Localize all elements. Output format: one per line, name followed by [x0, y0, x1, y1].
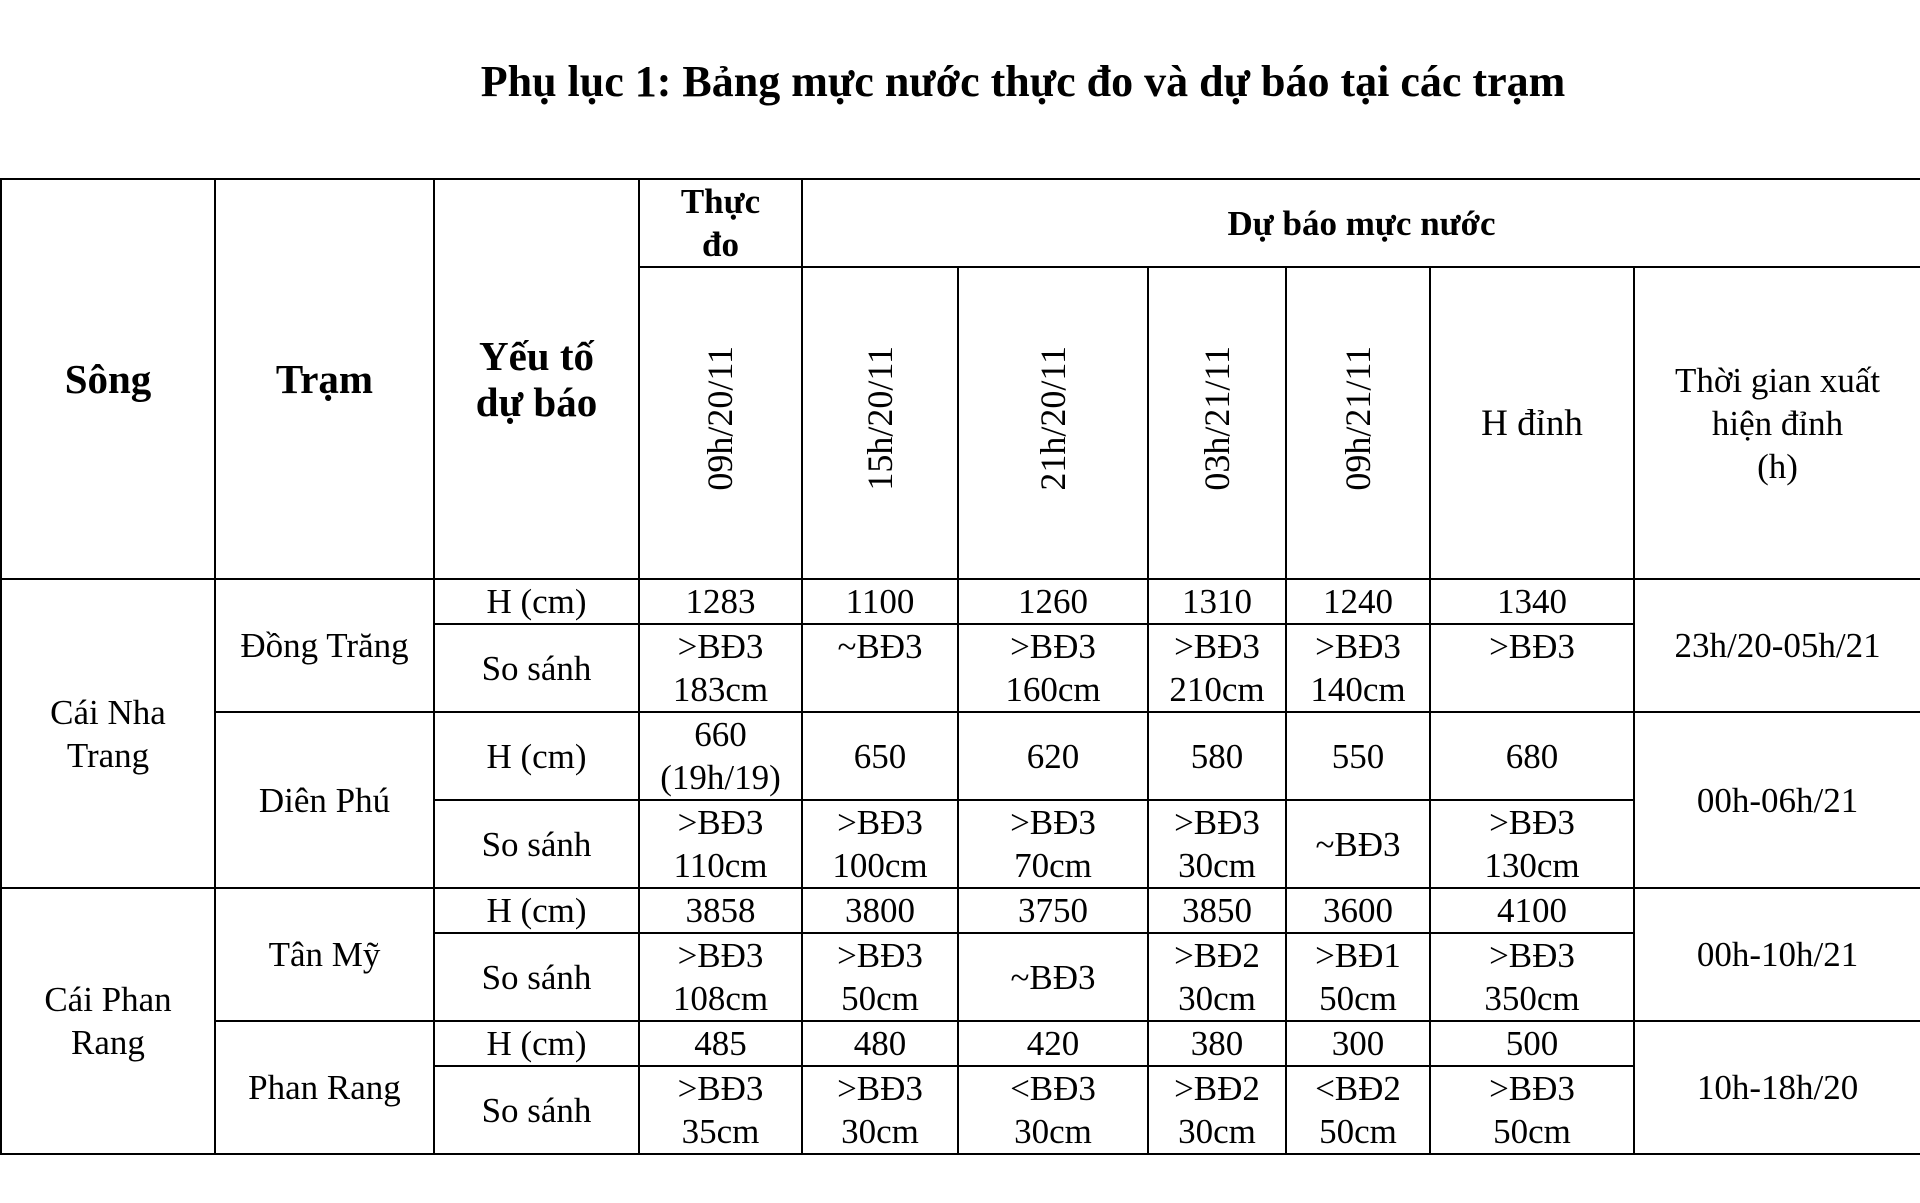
- table-row: [1, 712, 1920, 800]
- h-cell: 1310: [1148, 579, 1286, 624]
- compare-cell: >BĐ3 100cm: [802, 800, 958, 888]
- peak-time-cell: 10h-18h/20: [1634, 1021, 1920, 1154]
- h-cell: 1100: [802, 579, 958, 624]
- col-header-peak: H đỉnh: [1430, 267, 1634, 579]
- factor-label: So sánh: [434, 800, 639, 888]
- col-header-factor: Yếu tố dự báo: [434, 179, 639, 579]
- h-cell: 580: [1148, 712, 1286, 800]
- col-header-time-1: 09h/20/11: [639, 267, 802, 579]
- compare-cell: ~BĐ3: [958, 933, 1148, 1021]
- compare-cell: <BĐ3 30cm: [958, 1066, 1148, 1154]
- h-cell: 550: [1286, 712, 1430, 800]
- h-cell: 3600: [1286, 888, 1430, 933]
- col-header-time-4: 03h/21/11: [1148, 267, 1286, 579]
- h-cell: 3750: [958, 888, 1148, 933]
- h-cell: 650: [802, 712, 958, 800]
- station-name: Tân Mỹ: [215, 888, 434, 1021]
- page-title: Phụ lục 1: Bảng mực nước thực đo và dự báo tại các trạm: [480, 57, 1566, 106]
- factor-label: H (cm): [434, 888, 639, 933]
- table-row: [1, 888, 1920, 933]
- compare-cell: >BĐ3 160cm: [958, 624, 1148, 712]
- river-name: Cái Phan Rang: [1, 888, 215, 1154]
- h-cell: 485: [639, 1021, 802, 1066]
- compare-cell: >BĐ3: [1430, 624, 1634, 712]
- compare-cell: >BĐ3 350cm: [1430, 933, 1634, 1021]
- peak-time-cell: 00h-10h/21: [1634, 888, 1920, 1021]
- h-cell: 660 (19h/19): [639, 712, 802, 800]
- h-cell: 380: [1148, 1021, 1286, 1066]
- h-cell: 680: [1430, 712, 1634, 800]
- station-name: Đồng Trăng: [215, 579, 434, 712]
- h-cell: 3800: [802, 888, 958, 933]
- compare-cell: >BĐ2 30cm: [1148, 933, 1286, 1021]
- col-header-forecast-group: Dự báo mực nước: [802, 179, 1920, 267]
- h-cell: 420: [958, 1021, 1148, 1066]
- factor-label: So sánh: [434, 933, 639, 1021]
- compare-cell: >BĐ3 140cm: [1286, 624, 1430, 712]
- h-cell: 1340: [1430, 579, 1634, 624]
- river-name: Cái Nha Trang: [1, 579, 215, 888]
- compare-cell: >BĐ3 70cm: [958, 800, 1148, 888]
- peak-time-cell: 23h/20-05h/21: [1634, 579, 1920, 712]
- factor-label: H (cm): [434, 712, 639, 800]
- compare-cell: >BĐ3 50cm: [802, 933, 958, 1021]
- water-level-table: [0, 178, 1920, 1155]
- col-header-station: Trạm: [215, 179, 434, 579]
- compare-cell: ~BĐ3: [1286, 800, 1430, 888]
- compare-cell: >BĐ2 30cm: [1148, 1066, 1286, 1154]
- station-name: Diên Phú: [215, 712, 434, 888]
- factor-label: H (cm): [434, 579, 639, 624]
- h-cell: 1283: [639, 579, 802, 624]
- peak-time-cell: 00h-06h/21: [1634, 712, 1920, 888]
- compare-cell: >BĐ3 210cm: [1148, 624, 1286, 712]
- compare-cell: >BĐ1 50cm: [1286, 933, 1430, 1021]
- table-row: [1, 1021, 1920, 1066]
- compare-cell: >BĐ3 108cm: [639, 933, 802, 1021]
- h-cell: 4100: [1430, 888, 1634, 933]
- compare-cell: >BĐ3 130cm: [1430, 800, 1634, 888]
- col-header-time-5: 09h/21/11: [1286, 267, 1430, 579]
- station-name: Phan Rang: [215, 1021, 434, 1154]
- factor-label: So sánh: [434, 1066, 639, 1154]
- table-row: [1, 579, 1920, 624]
- factor-label: H (cm): [434, 1021, 639, 1066]
- compare-cell: >BĐ3 50cm: [1430, 1066, 1634, 1154]
- compare-cell: >BĐ3 110cm: [639, 800, 802, 888]
- compare-cell: >BĐ3 30cm: [1148, 800, 1286, 888]
- h-cell: 1260: [958, 579, 1148, 624]
- h-cell: 500: [1430, 1021, 1634, 1066]
- h-cell: 3850: [1148, 888, 1286, 933]
- col-header-river: Sông: [1, 179, 215, 579]
- factor-label: So sánh: [434, 624, 639, 712]
- compare-cell: <BĐ2 50cm: [1286, 1066, 1430, 1154]
- col-header-observed: Thực đo: [639, 179, 802, 267]
- h-cell: 620: [958, 712, 1148, 800]
- h-cell: 300: [1286, 1021, 1430, 1066]
- compare-cell: >BĐ3 30cm: [802, 1066, 958, 1154]
- compare-cell: >BĐ3 35cm: [639, 1066, 802, 1154]
- col-header-time-3: 21h/20/11: [958, 267, 1148, 579]
- col-header-time-2: 15h/20/11: [802, 267, 958, 579]
- compare-cell: >BĐ3 183cm: [639, 624, 802, 712]
- h-cell: 3858: [639, 888, 802, 933]
- compare-cell: ~BĐ3: [802, 624, 958, 712]
- h-cell: 1240: [1286, 579, 1430, 624]
- h-cell: 480: [802, 1021, 958, 1066]
- col-header-peak-time: Thời gian xuất hiện đỉnh (h): [1634, 267, 1920, 579]
- header-row-1: [1, 179, 1920, 267]
